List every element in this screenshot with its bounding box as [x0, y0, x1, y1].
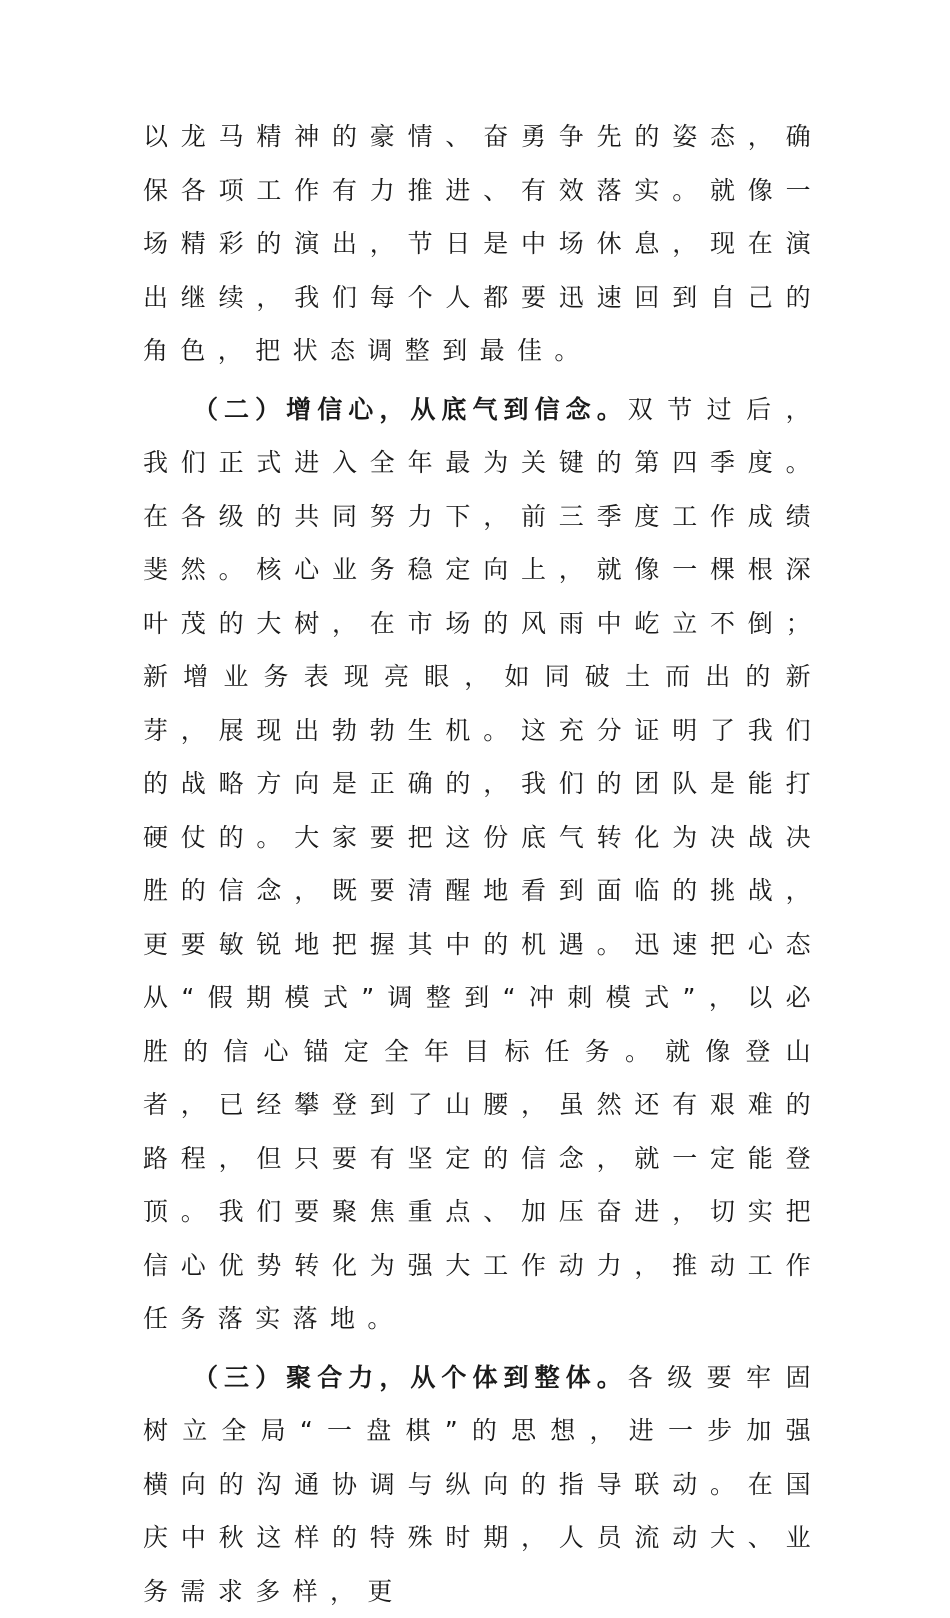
paragraph-body: 以龙马精神的豪情、奋勇争先的姿态，确保各项工作有力推进、有效落实。就像一场精彩的演出，节日是中场休息，现在演出继续，我们每个人都要迅速回到自己的角色，把状态调整到最佳。 [143, 122, 823, 365]
paragraph-section-2 [143, 383, 823, 1346]
paragraph-section-3 [143, 1351, 823, 1618]
paragraph-body: 各级要牢固树立全局“一盘棋”的思想，进一步加强横向的沟通协调与纵向的指导联动。在国庆中秋这样的特殊时期，人员流动大、业务需求多样，更 [143, 1363, 823, 1606]
paragraph-body: 双节过后，我们正式进入全年最为关键的第四季度。在各级的共同努力下，前三季度工作成绩斐然。核心业务稳定向上，就像一棵根深叶茂的大树，在市场的风雨中屹立不倒；新增业务表现亮眼，如同破土而出的新芽，展现出勃勃生机。这充分证明了我们的战略方向是正确的，我们的团队是能打硬仗的。大家要把这份底气转化为决战决胜的信念，既要清醒地看到面临的挑战，更要敏锐地把握其中的机遇。迅速把心态从“假期模式”调整到“冲刺模式”，以必胜的信心锚定全年目标任务。就像登山者，已经攀登到了山腰，虽然还有艰难的路程，但只要有坚定的信念，就一定能登顶。我们要聚焦重点、加压奋进，切实把信心优势转化为强大工作动力，推动工作任务落实落地。 [143, 395, 823, 1334]
section-heading: （二）增信心，从底气到信念。 [193, 395, 628, 424]
section-heading: （三）聚合力，从个体到整体。 [193, 1363, 628, 1392]
paragraph-continuation [143, 110, 823, 378]
document-page [143, 110, 823, 1618]
